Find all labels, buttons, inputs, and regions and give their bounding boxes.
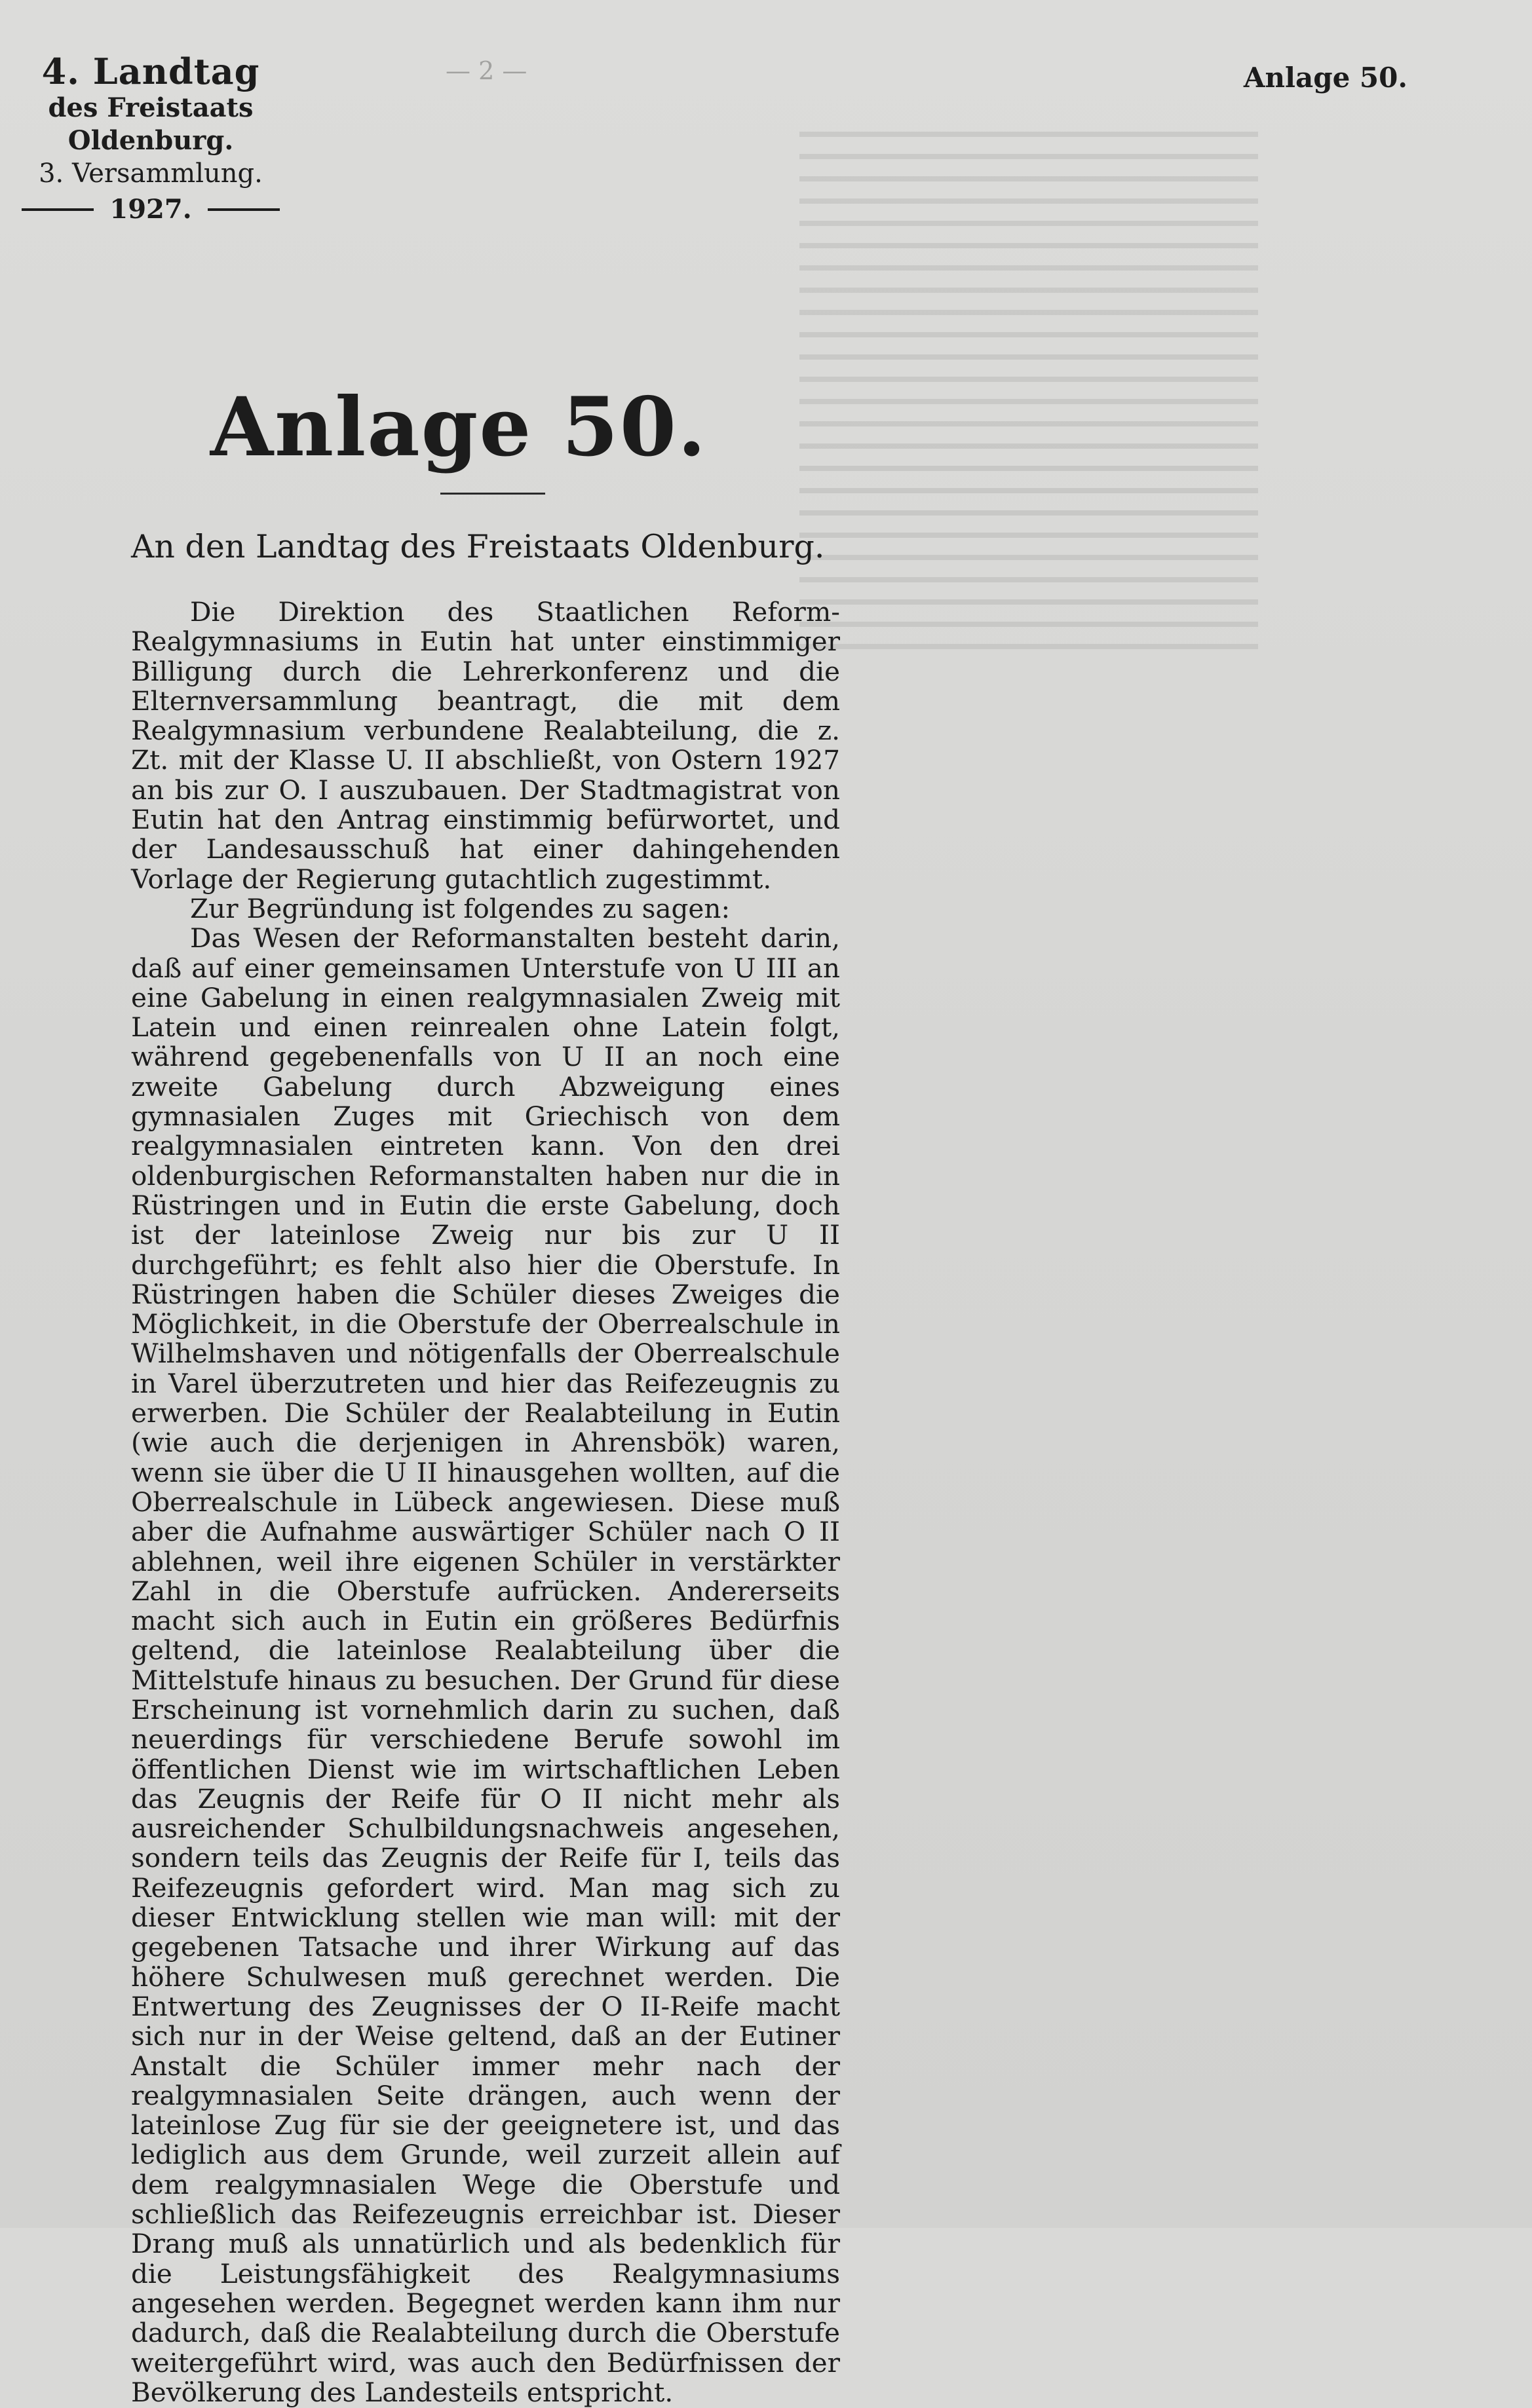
- header-annex-label: Anlage 50.: [1243, 62, 1408, 94]
- header-rule-right: [208, 208, 280, 211]
- document-address: An den Landtag des Freistaats Oldenburg.: [131, 528, 825, 565]
- page-number: — 2 —: [446, 56, 527, 85]
- title-divider: [440, 493, 545, 495]
- body-paragraph-3: Das Wesen der Reformanstalten besteht darin, daß auf einer gemeinsamen Unterstufe von U III an eine Gabelung in einen realgymnasialen Zweig mit Latein und einen reinrealen ohne Latein folgt, während gegebenenfalls von U II an noch eine zweite Gabelung durch Abzweigung eines gymnasialen Zuges mit Griechisch von dem realgymnasialen eintreten kann. Von den drei oldenburgischen Reformanstalten haben nur die in Rüstringen und in Eutin die erste Gabelung, doch ist der lateinlose Zweig nur bis zur U II durchgeführt; es fehlt also hier die Oberstufe. In Rüstringen haben die Schüler dieses Zweiges die Möglichkeit, in die Oberstufe der Oberrealschule in Wilhelmshaven und nötigenfalls der Oberrealschule in Varel überzutreten und hier das Reifezeugnis zu erwerben. Die Schüler der Realabteilung in Eutin (wie auch die derjenigen in Ahrensbök) waren, wenn sie über die U II hinausgehen wollten, auf die Oberrealschule in Lübeck angewiesen. Diese muß aber die Aufnahme auswärtiger Schüler nach O II ablehnen, weil ihre eigenen Schüler in verstärkter Zahl in die Oberstufe aufrücken. Andererseits macht sich auch in Eutin ein größeres Bedürfnis geltend, die lateinlose Realabteilung über die Mittelstufe hinaus zu besuchen. Der Grund für diese Erscheinung ist vornehmlich darin zu suchen, daß neuerdings für verschiedene Berufe sowohl im öffentlichen Dienst wie im wirtschaftlichen Leben das Zeugnis der Reife für O II nicht mehr als ausreichender Schulbildungsnachweis angesehen, sondern teils das Zeugnis der Reife für I, teils das Reifezeugnis gefordert wird. Man mag sich zu dieser Entwicklung stellen wie man will: mit der gegebenen Tatsache und ihrer Wirkung auf das höhere Schulwesen muß gerechnet werden. Die Entwertung des Zeugnisses der O II-Reife macht sich nur in der Weise geltend, daß an der Eutiner Anstalt die Schüler immer mehr nach der realgymnasialen Seite drängen, auch wenn der lateinlose Zug für sie der geeignetere ist, und das lediglich aus dem Grunde, weil zurzeit allein auf dem realgymnasialen Wege die Oberstufe und schließlich das Reifezeugnis erreichbar ist. Dieser Drang muß als unnatürlich und als bedenklich für die Leistungsfähigkeit des Realgymnasiums angesehen werden. Begegnet werden kann ihm nur dadurch, daß die Realabteilung durch die Oberstufe weitergeführt wird, was auch den Bedürfnissen der Bevölkerung des Landesteils entspricht.: [131, 922, 840, 2408]
- header-landtag: 4. Landtag: [41, 50, 260, 92]
- document-body: [131, 597, 840, 2407]
- header-rule-left: [22, 208, 94, 211]
- header-left-block: [7, 51, 295, 229]
- header-year: 1927.: [109, 194, 192, 225]
- document-title: Anlage 50.: [210, 380, 708, 475]
- header-session: 3. Versammlung.: [39, 159, 263, 189]
- body-paragraph-1: Die Direktion des Staatlichen Reform-Realgymnasiums in Eutin hat unter einstimmiger Billigung durch die Lehrerkonferenz und die Elternversammlung beantragt, die mit dem Realgymnasium verbundene Realabteilung, die z. Zt. mit der Klasse U. II abschließt, von Ostern 1927 an bis zur O. I auszubauen. Der Stadtmagistrat von Eutin hat den Antrag einstimmig befürwortet, und der Landesausschuß hat einer dahingehenden Vorlage der Regierung gutachtlich zugestimmt.: [131, 596, 840, 895]
- header-year-row: [7, 190, 295, 229]
- bleed-through-shadow: [799, 115, 1258, 652]
- body-paragraph-2: Zur Begründung ist folgendes zu sagen:: [190, 892, 731, 924]
- header-state: des Freistaats Oldenburg.: [48, 92, 254, 156]
